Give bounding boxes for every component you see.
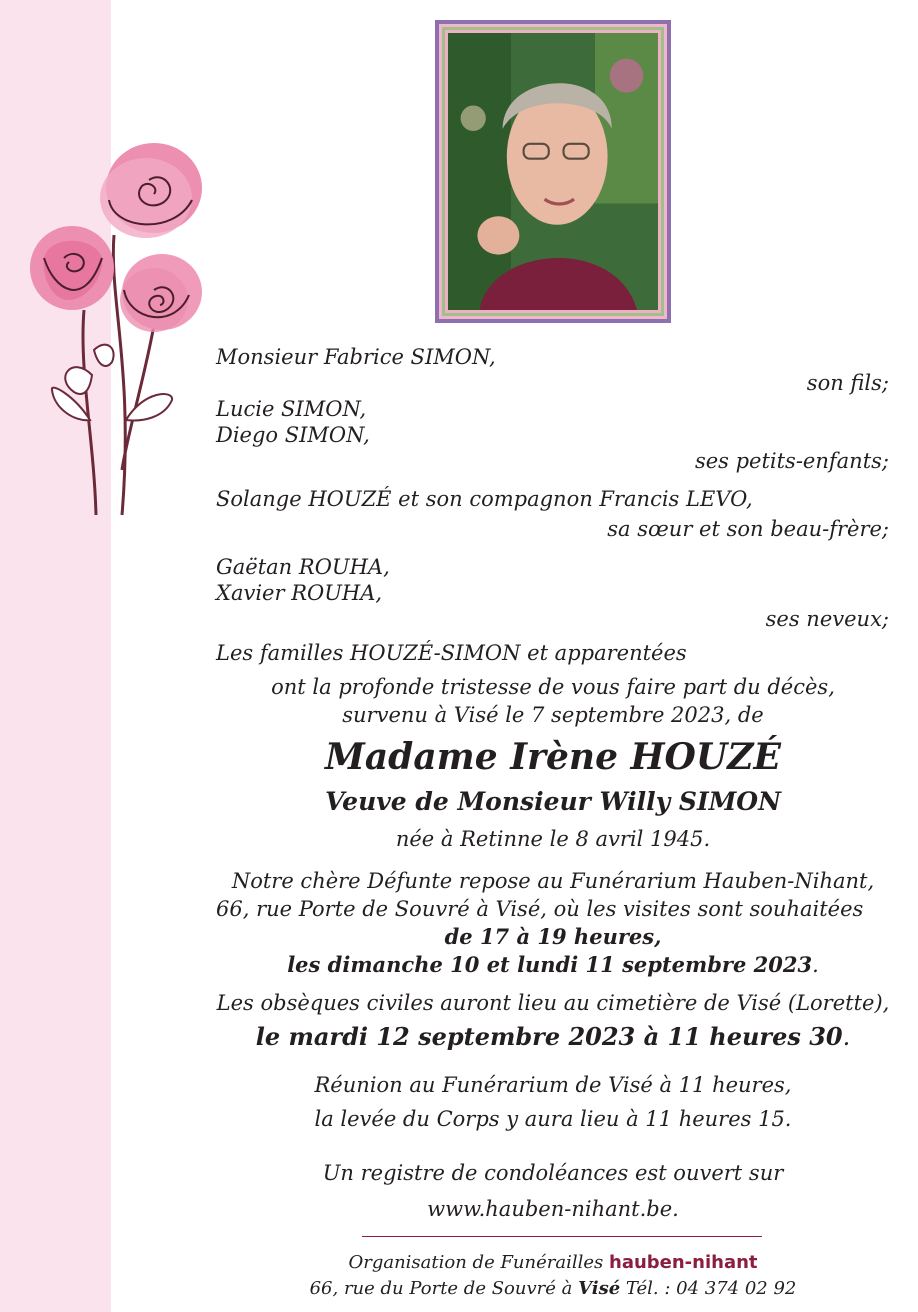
nephew-name: Xavier ROUHA, — [216, 581, 383, 605]
visitation-hours: de 17 à 19 heures, — [444, 924, 662, 949]
families-line: Les familles HOUZÉ-SIMON et apparentées — [216, 641, 687, 665]
grandchild-name: Lucie SIMON, — [216, 397, 367, 421]
website-link[interactable]: www.hauben-nihant.be. — [427, 1197, 679, 1221]
grandchild-name: Diego SIMON, — [216, 423, 370, 447]
son-relation: son fils; — [806, 371, 889, 395]
birth-line: née à Retinne le 8 avril 1945. — [395, 827, 711, 851]
nephew-name: Gaëtan ROUHA, — [216, 555, 390, 579]
portrait-frame — [435, 20, 671, 323]
widow-line: Veuve de Monsieur Willy SIMON — [325, 787, 781, 816]
son-name: Monsieur Fabrice SIMON, — [216, 345, 496, 369]
funeral-date: le mardi 12 septembre 2023 à 11 heures 30. — [255, 1022, 851, 1051]
organizer-address: 66, rue du Porte de Souvré à Visé Tél. : 04 374 02 92 — [309, 1278, 797, 1299]
divider — [362, 1236, 762, 1237]
brand-logo: hauben-nihant — [609, 1252, 758, 1273]
levee-line: la levée du Corps y aura lieu à 11 heures 15. — [314, 1107, 792, 1131]
roses-illustration — [14, 140, 214, 530]
condolences-line: Un registre de condoléances est ouvert sur — [322, 1161, 784, 1185]
organizer-line: Organisation de Funérailles hauben-nihant — [348, 1252, 758, 1273]
deceased-name: Madame Irène HOUZÉ — [324, 736, 781, 778]
nephews-relation: ses neveux; — [765, 607, 889, 631]
sister-names: Solange HOUZÉ et son compagnon Francis LEVO, — [216, 487, 753, 511]
announcement-line: survenu à Visé le 7 septembre 2023, de — [342, 703, 764, 727]
grandchildren-relation: ses petits-enfants; — [694, 449, 889, 473]
visitation-address: 66, rue Porte de Souvré à Visé, où les visites sont souhaitées — [216, 897, 864, 921]
funeral-line: Les obsèques civiles auront lieu au cimetière de Visé (Lorette), — [216, 991, 890, 1015]
visitation-dates: les dimanche 10 et lundi 11 septembre 2023. — [287, 952, 819, 977]
portrait-photo — [448, 33, 658, 310]
announcement-line: ont la profonde tristesse de vous faire part du décès, — [271, 675, 835, 699]
sister-relation: sa sœur et son beau-frère; — [607, 517, 889, 541]
meeting-line: Réunion au Funérarium de Visé à 11 heures, — [314, 1073, 792, 1097]
visitation-line: Notre chère Défunte repose au Funérarium Hauben-Nihant, — [231, 869, 875, 893]
